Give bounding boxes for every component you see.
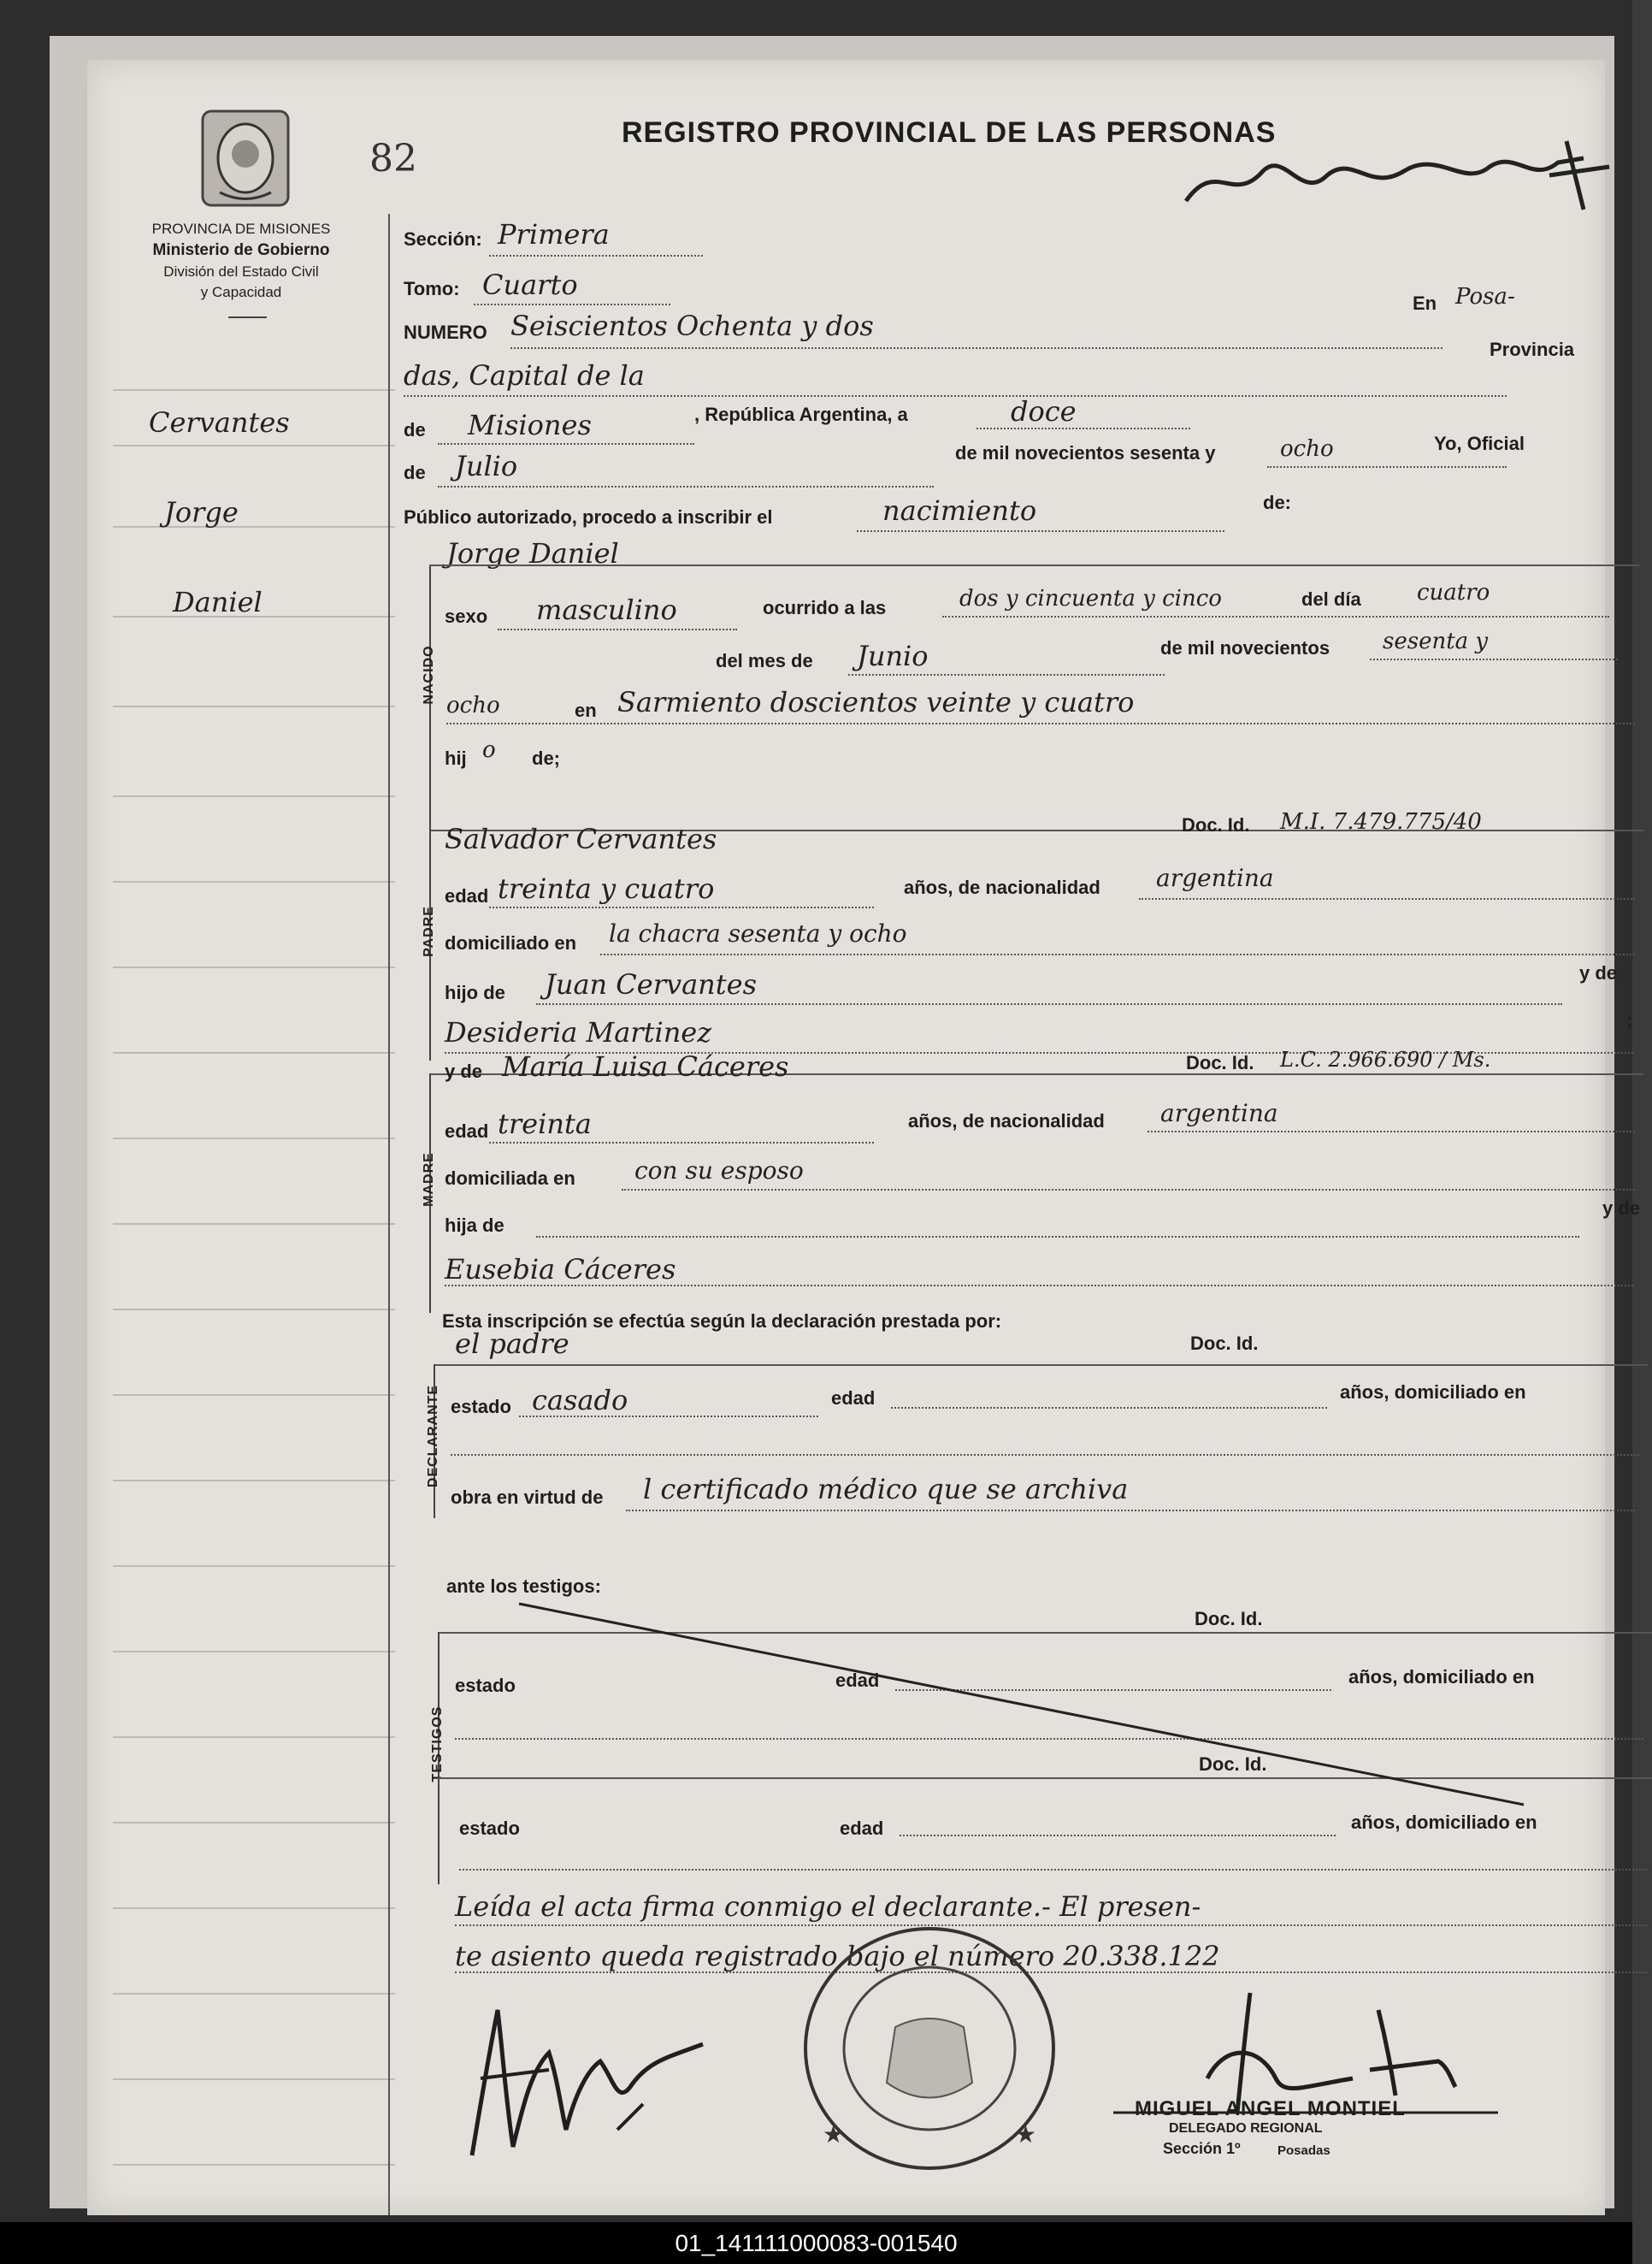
padre-edad-label: edad [445,885,489,907]
padre-nac-value: argentina [1156,864,1274,892]
testigo2-anos-label: años, domiciliado en [1351,1812,1537,1833]
ornament-rule [228,316,267,318]
dotted-line [510,347,1443,349]
en-label: En [1413,293,1437,314]
dotted-line [891,1407,1327,1409]
official-round-stamp [788,1916,1071,2181]
dotted-line [446,723,1635,724]
padre-section-label: PADRE [422,906,436,957]
sexo-value: masculino [536,594,677,626]
padre-y-de-label: y de [1579,962,1618,984]
svg-text:★: ★ [823,2120,845,2149]
testigo2-doc-label: Doc. Id. [1199,1753,1267,1775]
de1-value: Misiones [468,409,592,441]
dotted-line [1148,1131,1635,1132]
registry-page [87,60,1641,2215]
mes-value: Junio [857,640,929,672]
publico-label: Público autorizado, procedo a inscribir el [404,506,773,528]
page-title: REGISTRO PROVINCIAL DE LAS PERSONAS [622,116,1277,149]
madre-anos-label: años, de nacionalidad [908,1110,1105,1132]
padre-doc-label: Doc. Id. [1182,814,1250,836]
padre-dom-label: domiciliado en [445,932,577,954]
dotted-line [626,1510,1635,1511]
republica-label: , República Argentina, a [694,404,908,425]
madre-doc-value: L.C. 2.966.690 / Ms. [1280,1048,1491,1072]
tomo-value: Cuarto [482,269,578,301]
dotted-line [445,1285,1633,1286]
dotted-line [489,255,703,257]
solid-line [434,1364,1648,1366]
dotted-line [848,674,1165,676]
testigo1-anos-label: años, domiciliado en [1348,1666,1535,1688]
dotted-line [622,1189,1635,1191]
testigos-intro: ante los testigos: [446,1575,601,1597]
cancellation-line [515,1599,1541,1822]
nacido-name: Jorge Daniel [446,537,619,570]
division-label: División del Estado Civil [163,263,319,280]
declarante-name: el padre [455,1327,569,1360]
declarante-intro: Esta inscripción se efectúa según la declaración prestada por: [442,1310,1002,1332]
madre-nac-value: argentina [1160,1099,1278,1127]
en-lugar-label: en [575,700,597,721]
provincia-label: Provincia [1490,339,1575,360]
testigo2-edad-label: edad [840,1818,884,1839]
de1-label: de [404,419,426,440]
padre-semicolon: ; [1626,1009,1633,1031]
dotted-line [600,954,1635,955]
declarante-anos-label: años, domiciliado en [1340,1381,1526,1403]
de3-label: de: [1263,492,1291,513]
dotted-line [451,1454,1639,1456]
margin-first-name: Jorge [164,496,239,529]
declarante-obra-label: obra en virtud de [451,1487,604,1508]
year-value: ocho [1280,436,1334,462]
padre-dom-value: la chacra sesenta y ocho [609,919,907,948]
dia-value: cuatro [1417,580,1490,606]
madre-edad-label: edad [445,1120,489,1142]
seccion-label: Sección: [404,228,482,250]
declarante-obra-value: l certificado médico que se archiva [643,1473,1129,1505]
declarante-estado-label: estado [451,1396,511,1417]
solid-line [429,565,1639,566]
yo-label: Yo, Oficial [1434,433,1525,454]
sexo-label: sexo [445,606,488,627]
dotted-line [900,1835,1336,1836]
madre-doc-label: Doc. Id. [1186,1052,1254,1073]
hijo-suffix: o [482,737,496,763]
official-name: MIGUEL ANGEL MONTIEL [1135,2097,1406,2120]
dotted-line [519,1416,818,1417]
closing-line-2: te asiento queda registrado bajo el número 20.338.122 [455,1940,1220,1972]
numero-value: Seiscientos Ochenta y dos [510,310,874,342]
testigo2-estado-label: estado [459,1818,520,1839]
padre-anos-label: años, de nacionalidad [904,877,1100,898]
de2-label: de [404,462,426,483]
testigo1-doc-label: Doc. Id. [1195,1608,1263,1629]
madre-dom-label: domiciliada en [445,1167,575,1189]
testigo1-estado-label: estado [455,1675,516,1696]
padre-doc-value: M.I. 7.479.775/40 [1280,809,1482,835]
hijo-label: hij [445,748,467,769]
declarante-section-label: DECLARANTE [426,1384,440,1488]
hora-value: dos y cincuenta y cinco [959,586,1222,612]
dotted-line [459,1869,1648,1871]
en-value: Posa- [1455,284,1515,310]
dotted-line [536,1236,1579,1238]
padre-mother-value: Desideria Martinez [445,1016,712,1049]
padre-edad-value: treinta y cuatro [498,872,715,905]
dotted-line [1267,466,1507,468]
ocurrido-label: ocurrido a las [763,597,887,618]
act-value: nacimiento [882,494,1037,527]
margin-middle-name: Daniel [173,586,263,618]
dotted-line [438,443,694,445]
lugar-value: Sarmiento doscientos veinte y cuatro [617,686,1135,718]
official-signature-top [1182,124,1626,218]
dotted-line [1370,659,1618,660]
dotted-line [498,629,737,630]
padre-name: Salvador Cervantes [445,823,717,855]
testigo1-edad-label: edad [835,1670,880,1691]
tomo-label: Tomo: [404,278,460,299]
madre-name: María Luisa Cáceres [502,1050,789,1083]
madre-edad-value: treinta [498,1108,592,1140]
dotted-line [404,395,1507,397]
province-label: PROVINCIA DE MISIONES [151,221,331,237]
dotted-line [438,486,934,488]
official-title: DELEGADO REGIONAL [1169,2121,1323,2136]
madre-mother-value: Eusebia Cáceres [445,1253,676,1286]
day-value: doce [1011,395,1077,428]
dotted-line [489,1142,874,1144]
nacido-section-label: NACIDO [422,645,436,705]
anio-value-2: ocho [446,693,500,718]
official-city: Posadas [1277,2143,1330,2158]
official-section: Sección 1º [1163,2140,1241,2157]
declarante-edad-label: edad [831,1387,876,1409]
division-label-2: y Capacidad [200,284,282,300]
madre-section-label: MADRE [422,1152,436,1207]
hijo-de-label: de; [532,748,560,769]
dotted-line [489,907,874,908]
testigos-section-label: TESTIGOS [430,1705,445,1782]
numero-label: NUMERO [404,322,487,343]
seccion-value: Primera [498,218,610,251]
madre-y-de-label: y de [445,1061,483,1082]
margin-surname: Cervantes [149,406,290,439]
margin-divider [388,214,390,2215]
madre-y-de2-label: y de [1602,1197,1641,1219]
declarante-doc-label: Doc. Id. [1190,1333,1259,1354]
provincial-emblem-icon [198,107,292,210]
madre-dom-value: con su esposo [634,1156,804,1185]
svg-text:★: ★ [1015,2120,1037,2149]
city-value: das, Capital de la [404,359,645,392]
padre-father-value: Juan Cervantes [545,968,757,1001]
mil-label: de mil novecientos [1160,637,1330,659]
dotted-line [976,428,1190,429]
mes-label: del mes de [716,650,813,671]
padre-hijo-label: hijo de [445,982,505,1003]
dotted-line [942,616,1609,618]
page-number: 82 [369,137,417,180]
dotted-line [1139,898,1635,900]
dotted-line [474,304,670,305]
madre-hija-label: hija de [445,1215,504,1236]
year-label: de mil novecientos sesenta y [955,442,1216,464]
del-dia-label: del día [1301,588,1361,610]
ministry-label: Ministerio de Gobierno [152,241,330,259]
closing-line-1: Leída el acta firma conmigo el declarante.- El presen- [455,1890,1201,1923]
month-value: Julio [455,450,518,482]
anio-value: sesenta y [1383,629,1489,654]
declarant-signature [446,1976,720,2172]
dotted-line [857,530,1224,532]
declarante-estado-value: casado [532,1384,628,1416]
image-id-footer: 01_141111000083-001540 [0,2222,1632,2264]
dotted-line [536,1003,1562,1005]
